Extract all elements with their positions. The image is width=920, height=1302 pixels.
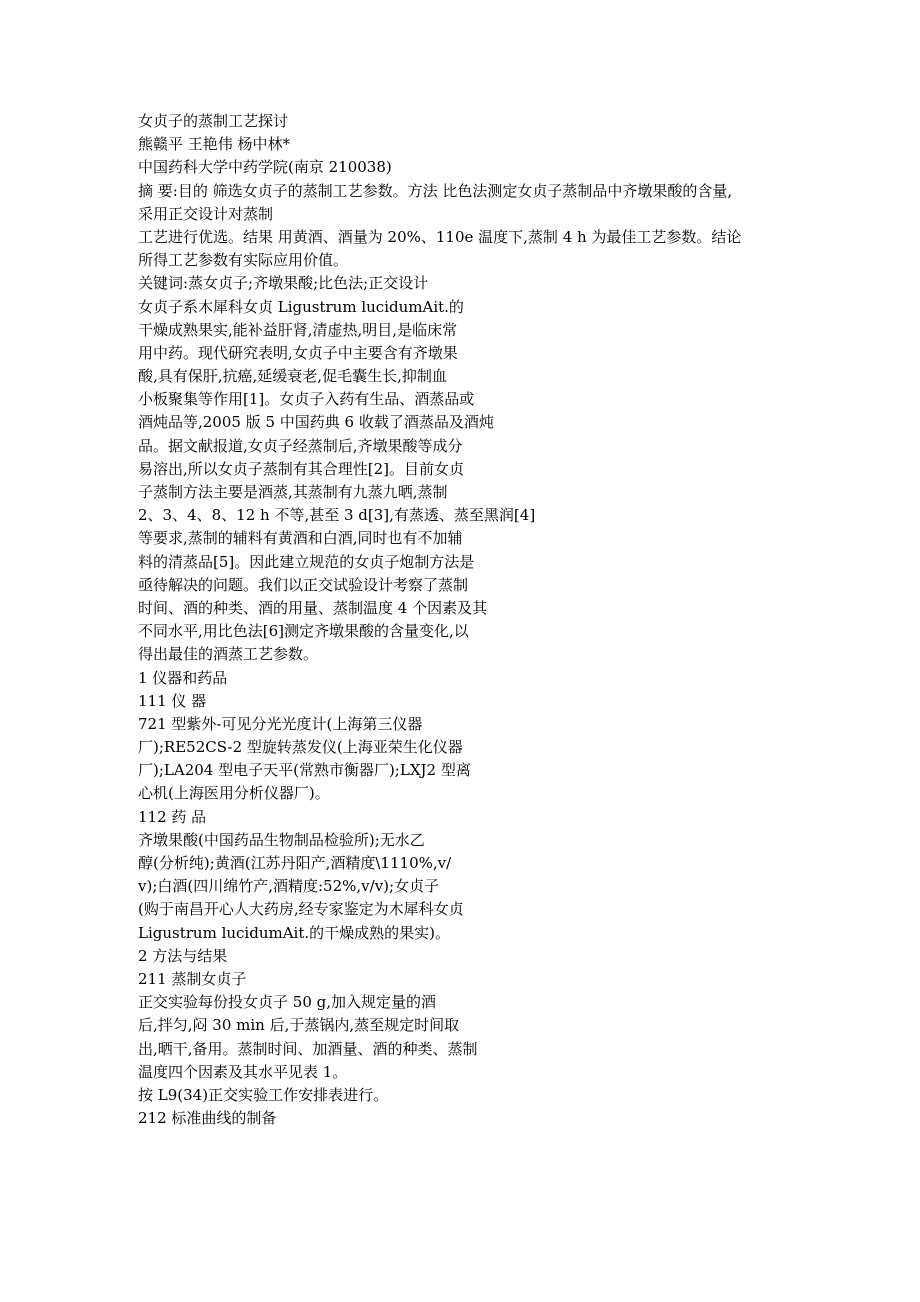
author-list: 熊赣平 王艳伟 杨中林* xyxy=(138,135,291,154)
text-line: 211 蒸制女贞子 xyxy=(138,969,247,988)
text-line: 酸,具有保肝,抗癌,延缓衰老,促毛囊生长,抑制血 xyxy=(138,367,447,386)
text-line: 时间、酒的种类、酒的用量、蒸制温度 4 个因素及其 xyxy=(138,598,488,617)
text-line: 亟待解决的问题。我们以正交试验设计考察了蒸制 xyxy=(138,575,469,594)
text-line: 小板聚集等作用[1]。女贞子入药有生品、酒蒸品或 xyxy=(138,390,475,409)
text-line: 所得工艺参数有实际应用价值。 xyxy=(138,251,349,270)
text-line: 等要求,蒸制的辅料有黄酒和白酒,同时也有不加辅 xyxy=(138,529,463,548)
text-line: 工艺进行优选。结果 用黄酒、酒量为 20%、110e 温度下,蒸制 4 h 为最佳工艺参数。结论 xyxy=(138,227,742,246)
document-page xyxy=(138,110,818,1130)
text-line: 女贞子系木犀科女贞 Ligustrum lucidumAit.的 xyxy=(138,297,464,316)
text-line: 厂);RE52CS-2 型旋转蒸发仪(上海亚荣生化仪器 xyxy=(138,738,463,757)
text-line: 厂);LA204 型电子天平(常熟市衡器厂);LXJ2 型离 xyxy=(138,761,471,780)
text-line: 品。据文献报道,女贞子经蒸制后,齐墩果酸等成分 xyxy=(138,436,463,455)
text-line: 醇(分析纯);黄酒(江苏丹阳产,酒精度\1110%,v/ xyxy=(138,854,452,872)
text-line: 不同水平,用比色法[6]测定齐墩果酸的含量变化,以 xyxy=(138,622,469,641)
text-line: 料的清蒸品[5]。因此建立规范的女贞子炮制方法是 xyxy=(138,552,475,571)
text-line: 心机(上海医用分析仪器厂)。 xyxy=(138,784,330,803)
article-title: 女贞子的蒸制工艺探讨 xyxy=(138,112,289,130)
text-line: 易溶出,所以女贞子蒸制有其合理性[2]。目前女贞 xyxy=(138,459,465,478)
text-line: 酒炖品等,2005 版 5 中国药典 6 收载了酒蒸品及酒炖 xyxy=(138,413,494,432)
text-line: 子蒸制方法主要是酒蒸,其蒸制有九蒸九晒,蒸制 xyxy=(138,483,448,501)
text-line: 111 仪 器 xyxy=(138,691,207,710)
text-line: 摘 要:目的 筛选女贞子的蒸制工艺参数。方法 比色法测定女贞子蒸制品中齐墩果酸的含量, xyxy=(138,181,733,200)
text-line: 干燥成熟果实,能补益肝肾,清虚热,明目,是临床常 xyxy=(138,320,458,339)
affiliation: 中国药科大学中药学院(南京 210038) xyxy=(138,158,392,177)
text-line: 212 标准曲线的制备 xyxy=(138,1109,277,1128)
text-line: 出,晒干,备用。蒸制时间、加酒量、酒的种类、蒸制 xyxy=(138,1039,478,1058)
text-line: Ligustrum lucidumAit.的干燥成熟的果实)。 xyxy=(138,923,450,942)
text-line: 2、3、4、8、12 h 不等,甚至 3 d[3],有蒸透、蒸至黑润[4] xyxy=(138,506,536,525)
text-line: 齐墩果酸(中国药品生物制品检验所);无水乙 xyxy=(138,830,425,849)
text-line: 温度四个因素及其水平见表 1。 xyxy=(138,1062,348,1081)
text-line: v);白酒(四川绵竹产,酒精度:52%,v/v);女贞子 xyxy=(138,877,440,896)
text-line: 721 型紫外-可见分光光度计(上海第三仪器 xyxy=(138,714,423,733)
text-line: 后,拌匀,闷 30 min 后,于蒸锅内,蒸至规定时间取 xyxy=(138,1016,460,1035)
text-line: 正交实验每份投女贞子 50 g,加入规定量的酒 xyxy=(138,993,436,1012)
text-line: 1 仪器和药品 xyxy=(138,668,228,687)
text-line: 关键词:蒸女贞子;齐墩果酸;比色法;正交设计 xyxy=(138,274,429,293)
text-line: 用中药。现代研究表明,女贞子中主要含有齐墩果 xyxy=(138,343,458,362)
text-line: 按 L9(34)正交实验工作安排表进行。 xyxy=(138,1085,389,1104)
text-line: 2 方法与结果 xyxy=(138,946,228,965)
text-line: (购于南昌开心人大药房,经专家鉴定为木犀科女贞 xyxy=(138,900,464,919)
article-body xyxy=(138,180,818,1131)
text-line: 得出最佳的酒蒸工艺参数。 xyxy=(138,645,319,664)
text-line: 112 药 品 xyxy=(138,807,207,826)
text-line: 采用正交设计对蒸制 xyxy=(138,204,274,223)
